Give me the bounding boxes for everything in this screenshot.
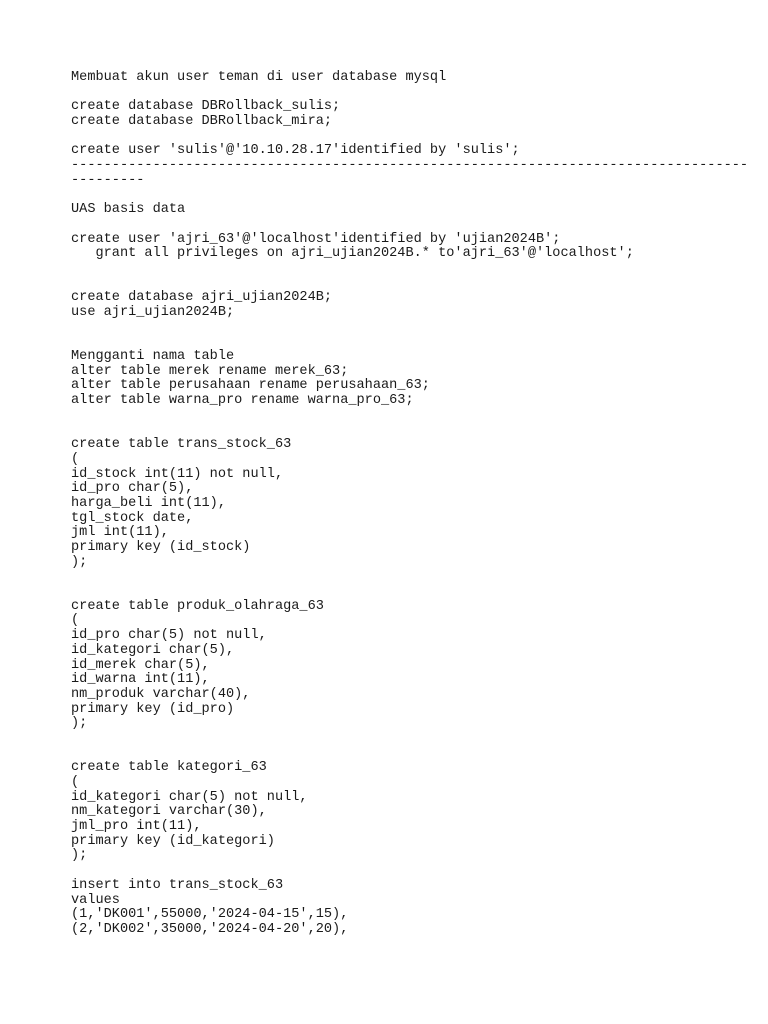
text-line <box>71 570 711 585</box>
text-line: jml int(11), <box>71 525 169 541</box>
text-line: id_warna int(11), <box>71 672 210 688</box>
text-line: id_kategori char(5), <box>71 642 235 658</box>
text-line: harga_beli int(11), <box>71 495 226 511</box>
text-line: create table trans_stock_63 <box>71 437 292 453</box>
text-line <box>71 585 711 600</box>
text-line: ( <box>71 775 80 790</box>
text-line: use ajri_ujian2024B; <box>71 305 235 320</box>
text-line: UAS basis data <box>71 202 186 218</box>
text-line: primary key (id_pro) <box>71 701 235 717</box>
text-line <box>71 747 711 762</box>
text-line <box>71 732 711 747</box>
text-line: ( <box>71 613 80 629</box>
text-line: Mengganti nama table <box>71 349 235 365</box>
text-line: primary key (id_stock) <box>71 540 251 555</box>
text-line: grant all privileges on ajri_ujian2024B.* to'ajri_63'@'localhost'; <box>71 246 634 262</box>
text-line: create table kategori_63 <box>71 760 267 776</box>
text-line <box>71 130 711 145</box>
text-line: id_stock int(11) not null, <box>71 466 284 482</box>
text-line: id_pro char(5), <box>71 481 194 497</box>
text-line <box>71 321 711 336</box>
text-line: --------- <box>71 172 145 188</box>
text-line: tgl_stock date, <box>71 510 194 526</box>
text-line: (1,'DK001',55000,'2024-04-15',15), <box>71 907 349 923</box>
text-line <box>71 86 711 101</box>
text-line: ( <box>71 451 80 467</box>
text-line: insert into trans_stock_63 <box>71 877 284 893</box>
text-line <box>71 864 711 879</box>
text-line: alter table warna_pro rename warna_pro_63; <box>71 393 414 409</box>
text-line: ); <box>71 848 88 864</box>
text-line <box>71 189 711 204</box>
text-line: create database DBRollback_mira; <box>71 114 333 130</box>
document-page <box>71 70 749 938</box>
text-line: ----------------------------------------------------------------------------------- <box>71 158 749 174</box>
text-line: nm_produk varchar(40), <box>71 686 251 702</box>
text-line: values <box>71 892 120 908</box>
text-line: alter table perusahaan rename perusahaan_63; <box>71 378 430 394</box>
text-line: create database DBRollback_sulis; <box>71 99 341 115</box>
text-line <box>71 409 711 424</box>
text-line: id_pro char(5) not null, <box>71 628 267 644</box>
text-line: id_kategori char(5) not null, <box>71 789 308 805</box>
text-line <box>71 262 711 277</box>
text-line: create user 'sulis'@'10.10.28.17'identified by 'sulis'; <box>71 143 520 159</box>
text-line <box>71 424 711 439</box>
text-line: alter table merek rename merek_63; <box>71 363 349 379</box>
text-line <box>71 277 711 292</box>
text-line: primary key (id_kategori) <box>71 833 275 849</box>
text-line: ); <box>71 716 88 732</box>
text-line: nm_kategori varchar(30), <box>71 804 267 820</box>
text-line: create table produk_olahraga_63 <box>71 598 324 614</box>
text-line: ); <box>71 554 88 570</box>
text-line: jml_pro int(11), <box>71 819 202 835</box>
text-line <box>71 218 711 233</box>
text-line: (2,'DK002',35000,'2024-04-20',20), <box>71 921 349 937</box>
text-line <box>71 335 711 350</box>
text-line: id_merek char(5), <box>71 657 210 673</box>
text-line: create user 'ajri_63'@'localhost'identified by 'ujian2024B'; <box>71 231 561 247</box>
text-line: Membuat akun user teman di user database mysql <box>71 70 447 85</box>
text-line: create database ajri_ujian2024B; <box>71 290 333 306</box>
